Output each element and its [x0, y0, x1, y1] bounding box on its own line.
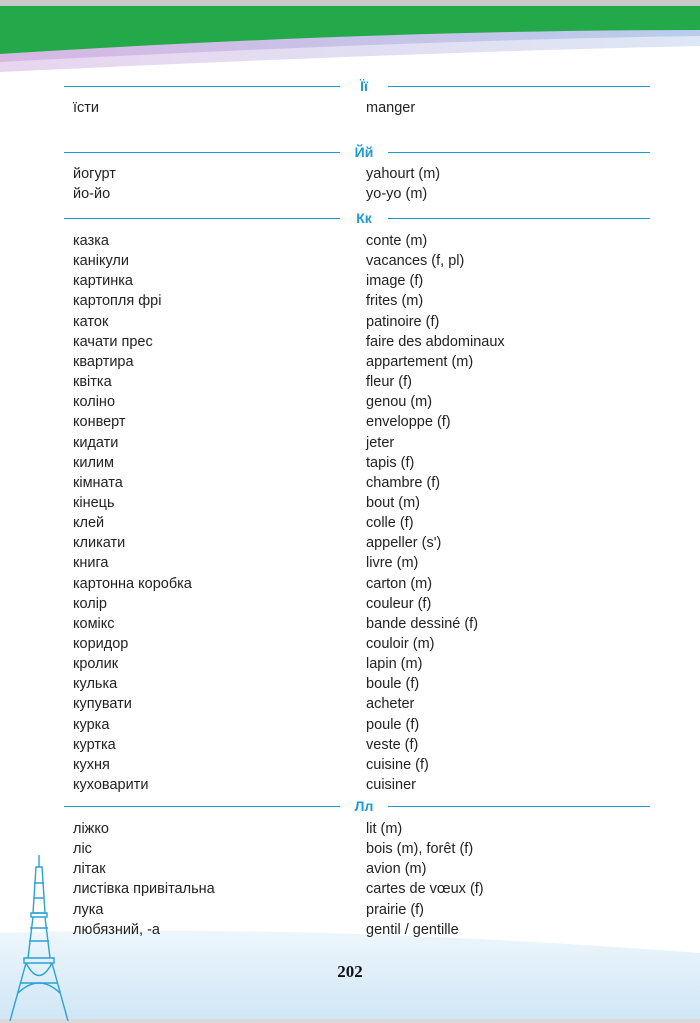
- dictionary-entry: [73, 392, 633, 412]
- dictionary-entry: [73, 513, 633, 533]
- french-translation: cartes de vœux (f): [366, 881, 484, 898]
- french-translation: manger: [366, 100, 416, 116]
- dictionary-entry: [73, 859, 633, 879]
- french-translation: poule (f): [366, 716, 420, 733]
- ukrainian-word: килим: [73, 454, 114, 471]
- french-translation: genou (m): [366, 394, 433, 411]
- french-translation: bois (m), forêt (f): [366, 841, 474, 858]
- french-translation: jeter: [366, 434, 395, 451]
- french-translation: gentil / gentille: [366, 921, 459, 938]
- dictionary-entry: [73, 694, 633, 714]
- french-translation: bande dessiné (f): [366, 615, 479, 632]
- ukrainian-word: йогурт: [73, 166, 116, 182]
- section-letter: Йй: [340, 142, 388, 162]
- french-translation: couleur (f): [366, 595, 432, 612]
- dictionary-entry: [73, 715, 633, 735]
- dictionary-entry: [73, 553, 633, 573]
- french-translation: avion (m): [366, 861, 427, 878]
- dictionary-entry: [73, 352, 633, 372]
- dictionary-entry: [73, 433, 633, 453]
- ukrainian-word: кімната: [73, 474, 123, 491]
- french-translation: tapis (f): [366, 454, 415, 471]
- dictionary-entry: [73, 312, 633, 332]
- section-heading: [64, 142, 650, 162]
- ukrainian-word: канікули: [73, 253, 129, 270]
- ukrainian-word: ліжко: [73, 821, 109, 837]
- french-translation: colle (f): [366, 515, 414, 532]
- dictionary-entry: [73, 775, 633, 795]
- dictionary-entry: [73, 412, 633, 432]
- french-translation: cuisiner: [366, 777, 416, 794]
- dictionary-entry: [73, 493, 633, 513]
- ukrainian-word: лука: [73, 901, 104, 918]
- dictionary-entry: [73, 291, 633, 311]
- section-heading: [64, 796, 650, 816]
- dictionary-entry: [73, 900, 633, 920]
- ukrainian-word: кролик: [73, 656, 119, 673]
- ukrainian-word: ліс: [73, 841, 92, 858]
- french-translation: boule (f): [366, 676, 420, 693]
- french-translation: patinoire (f): [366, 313, 440, 330]
- ukrainian-word: любязний, -а: [73, 921, 160, 938]
- ukrainian-word: клей: [73, 515, 105, 532]
- dictionary-entry: [73, 453, 633, 473]
- dictionary-entry: [73, 473, 633, 493]
- french-translation: frites (m): [366, 293, 424, 310]
- dictionary-entry: [73, 879, 633, 899]
- section-heading: [64, 76, 650, 96]
- french-translation: fleur (f): [366, 374, 412, 391]
- ukrainian-word: квітка: [73, 374, 112, 391]
- ukrainian-word: картопля фрі: [73, 293, 162, 310]
- dictionary-entry: [73, 98, 633, 118]
- french-translation: vacances (f, pl): [366, 253, 465, 270]
- french-translation: couloir (m): [366, 636, 435, 652]
- ukrainian-word: кулька: [73, 676, 118, 693]
- french-translation: yahourt (m): [366, 166, 441, 182]
- dictionary-entry: [73, 372, 633, 392]
- ukrainian-word: каток: [73, 313, 109, 330]
- ukrainian-word: їсти: [73, 100, 100, 116]
- french-translation: livre (m): [366, 555, 419, 572]
- ukrainian-word: кухня: [73, 756, 110, 773]
- ukrainian-word: кидати: [73, 434, 119, 451]
- dictionary-entry: [73, 251, 633, 271]
- french-translation: lit (m): [366, 821, 403, 837]
- ukrainian-word: куртка: [73, 736, 116, 753]
- dictionary-entry: [73, 920, 633, 940]
- ukrainian-word: конверт: [73, 414, 126, 431]
- section-heading: [64, 208, 650, 228]
- french-translation: prairie (f): [366, 901, 425, 918]
- french-translation: lapin (m): [366, 656, 423, 673]
- dictionary-entry: [73, 634, 633, 654]
- dictionary-entry: [73, 614, 633, 634]
- french-translation: yo-yo (m): [366, 186, 428, 203]
- french-translation: appeller (s'): [366, 535, 442, 552]
- ukrainian-word: куховарити: [73, 777, 149, 794]
- ukrainian-word: колір: [73, 595, 107, 612]
- dictionary-entry: [73, 533, 633, 553]
- ukrainian-word: йо-йо: [73, 186, 111, 203]
- french-translation: cuisine (f): [366, 756, 429, 773]
- dictionary-entry: [73, 839, 633, 859]
- ukrainian-word: картинка: [73, 273, 133, 290]
- dictionary-entry: [73, 755, 633, 775]
- section-letter: Кк: [340, 208, 388, 228]
- dictionary-entry: [73, 674, 633, 694]
- french-translation: carton (m): [366, 575, 433, 592]
- section-letter: Її: [340, 76, 388, 96]
- ukrainian-word: качати прес: [73, 333, 153, 350]
- ukrainian-word: кликати: [73, 535, 126, 552]
- french-translation: appartement (m): [366, 353, 474, 370]
- dictionary-entry: [73, 735, 633, 755]
- ukrainian-word: квартира: [73, 353, 134, 370]
- dictionary-entry: [73, 332, 633, 352]
- french-translation: faire des abdominaux: [366, 333, 505, 350]
- french-translation: conte (m): [366, 233, 428, 249]
- ukrainian-word: курка: [73, 716, 110, 733]
- dictionary-entry: [73, 184, 633, 204]
- ukrainian-word: коліно: [73, 394, 116, 411]
- ukrainian-word: літак: [73, 861, 106, 878]
- french-translation: chambre (f): [366, 474, 441, 491]
- french-translation: image (f): [366, 273, 424, 290]
- ukrainian-word: коридор: [73, 636, 129, 652]
- ukrainian-word: листівка привітальна: [73, 881, 215, 898]
- section-letter: Лл: [340, 796, 388, 816]
- ukrainian-word: картонна коробка: [73, 575, 192, 592]
- dictionary-entry: [73, 574, 633, 594]
- dictionary-entry: [73, 819, 633, 839]
- dictionary-entry: [73, 271, 633, 291]
- ukrainian-word: комікс: [73, 615, 115, 632]
- dictionary-entry: [73, 594, 633, 614]
- dictionary-entry: [73, 231, 633, 251]
- french-translation: veste (f): [366, 736, 419, 753]
- page-number: 202: [337, 962, 363, 981]
- ukrainian-word: книга: [73, 555, 109, 572]
- french-translation: acheter: [366, 696, 415, 713]
- dictionary-entry: [73, 164, 633, 184]
- ukrainian-word: кінець: [73, 494, 115, 511]
- french-translation: bout (m): [366, 494, 420, 511]
- ukrainian-word: купувати: [73, 696, 132, 713]
- ukrainian-word: казка: [73, 233, 109, 249]
- dictionary-entry: [73, 654, 633, 674]
- french-translation: enveloppe (f): [366, 414, 451, 431]
